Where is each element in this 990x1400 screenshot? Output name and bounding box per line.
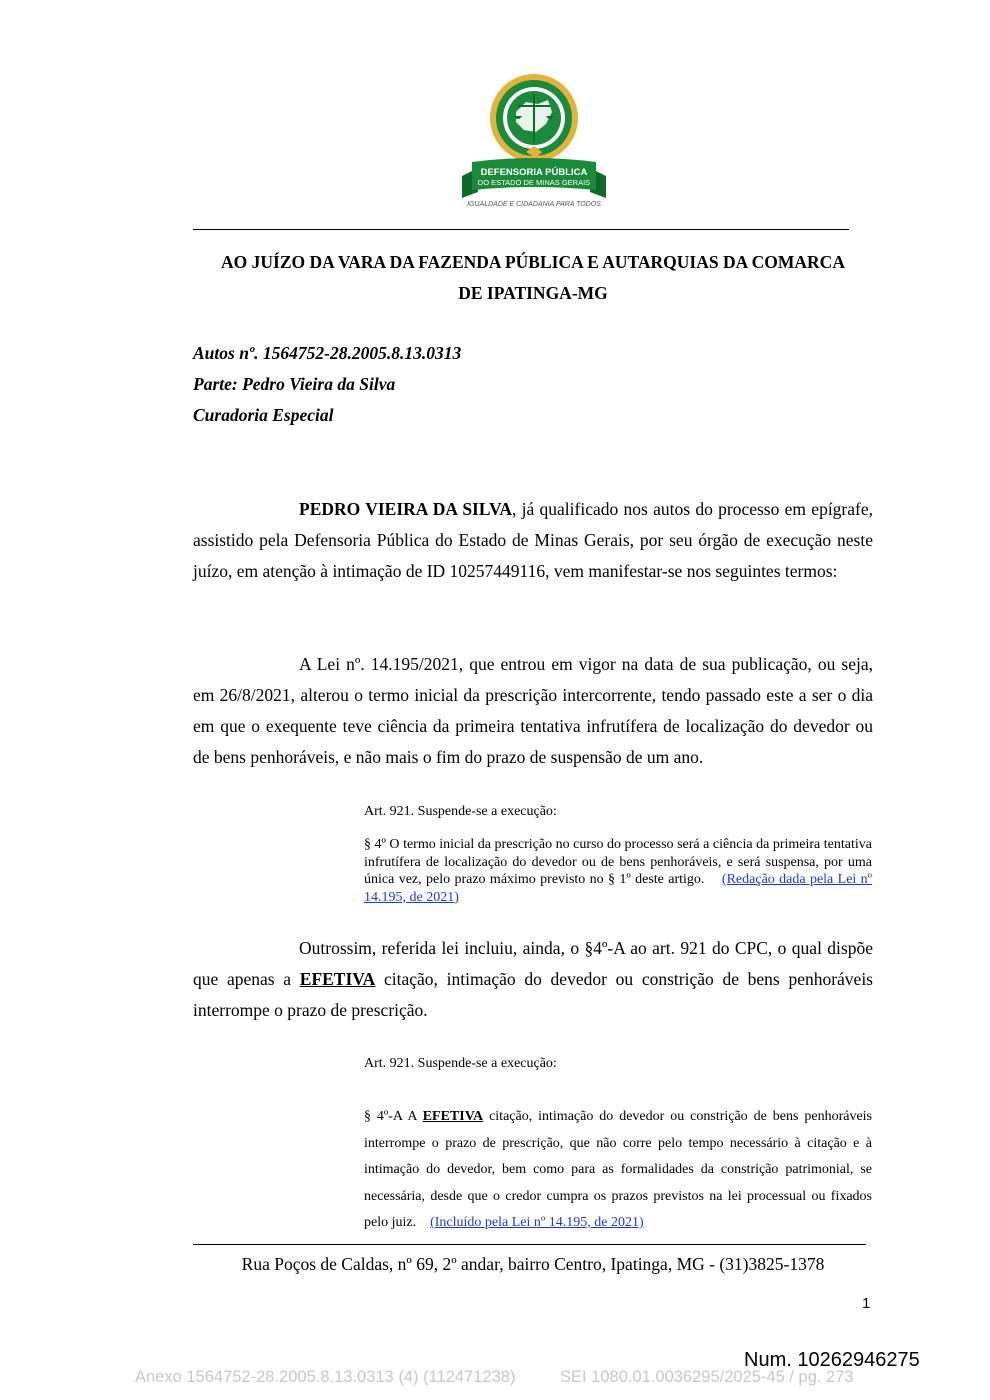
paragraph-law-text: A Lei nº. 14.195/2021, que entrou em vigor na data de sua publicação, ou seja, em 26/8/2021, alterou o termo inicial da prescrição intercorrente, tendo passado este a ser o dia em que o exequente teve ciência da primeira tentativa infrutífera de localização do devedor ou de bens penhoráveis, e não mais o fim do prazo de suspensão de um ano.: [193, 654, 873, 767]
page-number: 1: [862, 1295, 871, 1312]
logo-line1: DEFENSORIA PÚBLICA: [480, 167, 588, 178]
paragraph-efetiva-after: citação, intimação do devedor ou constrição de bens penhoráveis interrompe o prazo de prescrição.: [193, 969, 873, 1020]
paragraph-intro-text: , já qualificado nos autos do processo em epígrafe, assistido pela Defensoria Pública do Estado de Minas Gerais, por seu órgão de execução neste juízo, em atenção à intimação de ID 10257449116, vem manifestar-se nos seguintes termos:: [193, 499, 873, 581]
party-name: Parte: Pedro Vieira da Silva: [193, 374, 396, 394]
case-number: Autos nº. 1564752-28.2005.8.13.0313: [193, 343, 462, 363]
logo-tagline: IGUALDADE E CIDADANIA PARA TODOS: [467, 201, 601, 208]
quote1-law-link[interactable]: (Redação dada pela Lei nº 14.195, de 2021): [364, 872, 873, 905]
curadoria-label: Curadoria Especial: [193, 405, 334, 425]
quote2-body: [364, 1104, 872, 1237]
quote2-title: Art. 921. Suspende-se a execução:: [364, 1056, 557, 1071]
paragraph-law: [193, 649, 873, 773]
document-number: Num. 10262946275: [744, 1349, 920, 1371]
addressee-heading-line1: AO JUÍZO DA VARA DA FAZENDA PÚBLICA E AUTARQUIAS DA COMARCA: [221, 252, 845, 272]
quote2-before: § 4º-A A: [364, 1109, 423, 1124]
quote1-text: § 4º O termo inicial da prescrição no curso do processo será a ciência da primeira tentativa infrutífera de localização do devedor ou de bens penhoráveis, e será suspensa, por uma única vez, pelo prazo máximo previsto no § 1º deste artigo.: [364, 837, 872, 887]
paragraph-efetiva-before: Outrossim, referida lei incluiu, ainda, o §4º-A ao art. 921 do CPC, o qual dispõe que apenas a: [193, 938, 873, 989]
header-rule: [193, 229, 849, 230]
paragraph-intro: [193, 494, 873, 587]
sei-stamp: SEI 1080.01.0036295/2025-45 / pg. 273: [560, 1368, 854, 1386]
defensoria-logo: [456, 72, 612, 214]
logo-line2: DO ESTADO DE MINAS GERAIS: [477, 178, 591, 187]
quote2-after: citação, intimação do devedor ou constrição de bens penhoráveis interrompe o prazo de prescrição, que não corre pelo tempo necessário à citação e à intimação do devedor, bem como para as formalidades da constrição patrimonial, se necessária, desde que o credor cumpra os prazos previstos na lei processual ou fixados pelo juiz.: [364, 1109, 872, 1230]
quote1-body: [364, 836, 872, 906]
paragraph-efetiva: [193, 933, 873, 1026]
annex-stamp: Anexo 1564752-28.2005.8.13.0313 (4) (112471238): [135, 1368, 516, 1386]
addressee-heading-line2: DE IPATINGA-MG: [458, 283, 608, 303]
footer-address: Rua Poços de Caldas, nº 69, 2º andar, bairro Centro, Ipatinga, MG - (31)3825-1378: [241, 1254, 825, 1274]
quote2-law-link[interactable]: (Incluído pela Lei nº 14.195, de 2021): [430, 1215, 644, 1230]
efetiva-emphasis: EFETIVA: [299, 969, 376, 989]
party-name-emphasis: PEDRO VIEIRA DA SILVA: [299, 499, 512, 519]
quote1-title: Art. 921. Suspende-se a execução:: [364, 804, 557, 819]
quote2-efetiva-emphasis: EFETIVA: [422, 1109, 484, 1124]
footer-rule: [193, 1244, 866, 1245]
